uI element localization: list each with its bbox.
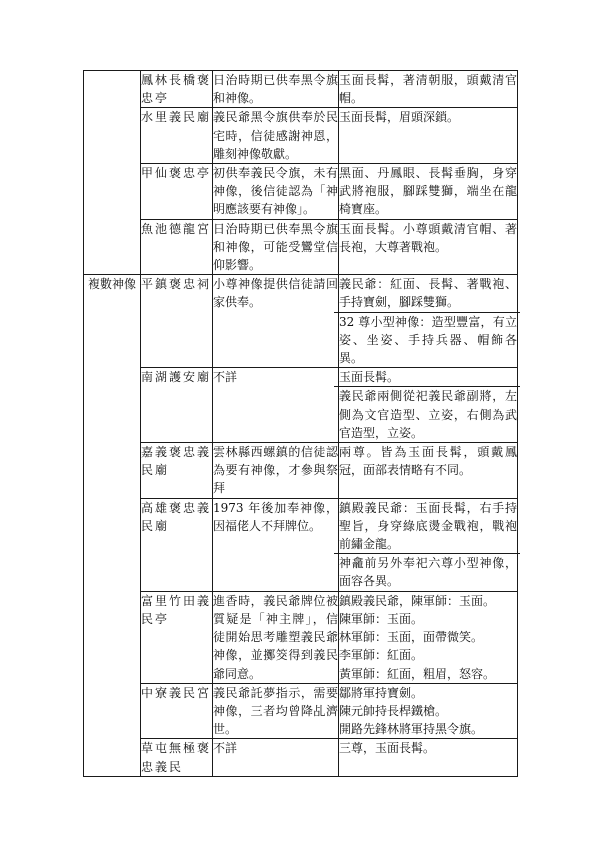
appearance-line: 林軍師：玉面，面帶微笑。 (339, 630, 484, 645)
table-body (84, 71, 518, 777)
appearance-cell (339, 591, 518, 683)
appearance-line: 黑面、丹鳳眼、長髯垂胸，身穿武將袍服，腳踩雙獅，端坐在龍椅寶座。 (339, 166, 517, 217)
appearance-line: 32 尊小型神像：造型豐富，有立姿、坐姿、手持兵器、帽飾各異。 (339, 314, 517, 366)
temple-name-cell: 甲仙褒忠亭 (141, 164, 213, 220)
appearance-line: 陳元帥持長桿鐵槍。 (339, 703, 448, 718)
table-row (84, 219, 518, 275)
appearance-block (334, 71, 520, 107)
temple-name-cell: 草屯無極褒忠義民 (141, 739, 213, 776)
appearance-cell (339, 164, 518, 220)
appearance-line: 黃軍師：紅面，粗眉，怒容。 (339, 666, 496, 681)
origin-cell: 義民爺黑令旗供奉於民宅時，信徒感謝神恩，雕刻神像敬獻。 (213, 108, 339, 164)
appearance-block (334, 592, 520, 683)
category-cell (84, 71, 141, 275)
table-row (84, 443, 518, 499)
appearance-block (334, 220, 520, 256)
appearance-block (334, 275, 520, 311)
table-row (84, 739, 518, 776)
temple-name-cell: 魚池德龍宮 (141, 219, 213, 275)
appearance-cell (339, 739, 518, 776)
appearance-cell (339, 71, 518, 108)
appearance-block (334, 553, 520, 590)
appearance-cell (339, 368, 518, 443)
table-row (84, 498, 518, 591)
appearance-cell (339, 275, 518, 368)
appearance-line: 義民爺：紅面、長髯、著戰袍、手持寶劍，腳踩雙獅。 (339, 277, 517, 310)
temple-name-cell: 富里竹田義民亭 (141, 591, 213, 683)
table-row (84, 591, 518, 683)
origin-cell: 小尊神像提供信徒請回家供奉。 (213, 275, 339, 368)
appearance-block (334, 739, 520, 757)
origin-cell: 1973 年後加奉神像，因福佬人不拜牌位。 (213, 498, 339, 591)
origin-cell: 不詳 (213, 739, 339, 776)
appearance-block (334, 443, 520, 479)
appearance-line: 李軍師：紅面。 (339, 648, 424, 663)
origin-cell: 日治時期已供奉黑令旗和神像。 (213, 71, 339, 108)
appearance-line: 義民爺兩側從祀義民爺副將，左側為文官造型、立姿，右側為武官造型，立姿。 (339, 389, 517, 440)
appearance-block (334, 386, 520, 442)
appearance-line: 三尊，玉面長髯。 (339, 741, 436, 756)
temple-name-cell: 鳳林長橋褒忠亭 (141, 71, 213, 108)
origin-cell: 進香時，義民爺牌位被質疑是「神主牌」，信徒開始思考雕塑義民爺神像，並擲筊得到義民爺同意。 (213, 591, 339, 683)
appearance-block (334, 684, 520, 739)
temple-name-cell: 嘉義褒忠義民廟 (141, 443, 213, 499)
origin-cell: 雲林縣西螺鎮的信徒認為要有神像，才參與祭拜 (213, 443, 339, 499)
appearance-block (334, 108, 520, 126)
appearance-line: 玉面長髯，著清朝服，頭戴清官帽。 (339, 73, 517, 106)
appearance-block (334, 164, 520, 219)
temple-name-cell: 中寮義民宮 (141, 683, 213, 739)
origin-cell: 義民爺託夢指示，需要神像，三者均曾降乩濟世。 (213, 683, 339, 739)
temple-name-cell: 平鎮褒忠祠 (141, 275, 213, 368)
appearance-line: 陳軍師：玉面。 (339, 611, 424, 626)
category-cell: 複數神像 (84, 275, 141, 776)
appearance-line: 兩尊。皆為玉面長髯，頭戴鳳冠，面部表情略有不同。 (339, 445, 517, 478)
appearance-line: 鎮殿義民爺，陳軍師：玉面。 (339, 593, 496, 608)
table-row (84, 683, 518, 739)
appearance-line: 鄒將軍持寶劍。 (339, 685, 424, 700)
table-row (84, 275, 518, 368)
data-table (83, 70, 518, 777)
appearance-cell (339, 108, 518, 164)
appearance-line: 開路先鋒林將軍持黑令旗。 (339, 722, 484, 737)
temple-name-cell: 高雄褒忠義民廟 (141, 498, 213, 591)
appearance-cell (339, 219, 518, 275)
table-row (84, 108, 518, 164)
appearance-line: 鎮殿義民爺：玉面長髯，右手持聖旨，身穿綠底燙金戰袍，戰袍前繡金龍。 (339, 500, 517, 552)
appearance-cell (339, 443, 518, 499)
appearance-line: 玉面長髯，眉頭深鎖。 (339, 110, 460, 125)
table-row (84, 71, 518, 108)
origin-cell: 不詳 (213, 368, 339, 443)
appearance-block (334, 499, 520, 554)
appearance-block (334, 312, 520, 368)
temple-name-cell: 水里義民廟 (141, 108, 213, 164)
appearance-cell (339, 498, 518, 591)
appearance-cell (339, 683, 518, 739)
table-row (84, 368, 518, 443)
appearance-line: 神龕前另外奉祀六尊小型神像，面容各異。 (339, 556, 517, 589)
appearance-block (334, 368, 520, 386)
origin-cell: 日治時期已供奉黑令旗和神像，可能受鸞堂信仰影響。 (213, 219, 339, 275)
table-row (84, 164, 518, 220)
appearance-line: 玉面長髯。小尊頭戴清官帽、著長袍，大尊著戰袍。 (339, 221, 517, 254)
appearance-line: 玉面長髯。 (339, 370, 400, 385)
origin-cell: 初供奉義民令旗，未有神像，後信徒認為「神明應該要有神像」。 (213, 164, 339, 220)
temple-name-cell: 南湖護安廟 (141, 368, 213, 443)
